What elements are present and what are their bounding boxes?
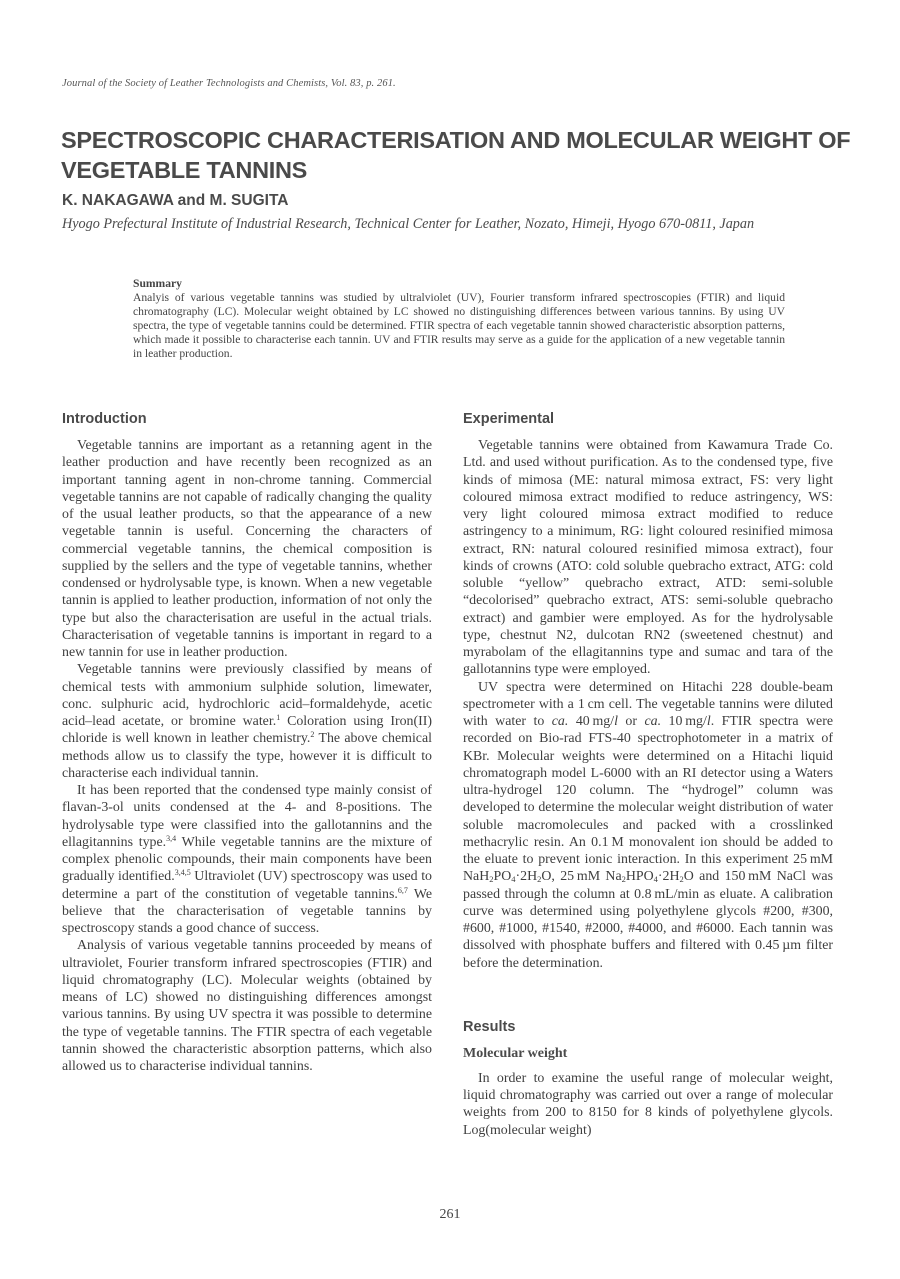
running-head: Journal of the Society of Leather Technologists and Chemists, Vol. 83, p. 261. xyxy=(62,78,396,89)
citation-ref: 3,4,5 xyxy=(174,868,191,878)
introduction-paragraph-4: Analysis of various vegetable tannins proceeded by means of ultraviolet, Fourier transform infrared spectroscopies (FTIR) and liquid chromatography (LC). Molecular weights (obtained by means of LC) showed no distinguishing differences amongst various tannins. By using UV spectra it was possible to determine the type of vegetable tannins. The FTIR spectra of each vegetable tannin showed the characteristic absorption patterns, which also allowed us to characterise individual tannins. xyxy=(62,938,432,1074)
left-column xyxy=(62,410,432,1075)
citation-ref: 1 xyxy=(276,713,281,722)
results-section xyxy=(463,1018,833,1139)
molecular-weight-subheading: Molecular weight xyxy=(463,1045,568,1061)
right-column xyxy=(463,410,833,1139)
page-number: 261 xyxy=(439,1207,461,1222)
introduction-paragraph-3: It has been reported that the condensed type mainly consist of flavan-3-ol units condensed at the 4- and 8-positions. The hydrolysable type were classified into the gallotannins and the ellagitannins type.$^{3,4}$ While vegetable tannins are the mixture of complex phenolic compounds, their main components have been gradually identified.$^{3,4,5}$ Ultraviolet (UV) spectroscopy was used to determine a part of the constitution of vegetable tannins.$^{6,7}$ We believe that the characterisation of vegetable tannins by spectroscopy stands a good chance of success. xyxy=(62,783,432,936)
experimental-paragraph-1: Vegetable tannins were obtained from Kawamura Trade Co. Ltd. and used without purification. As to the condensed type, five kinds of mimosa (ME: natural mimosa extract, FS: very light coloured mimosa extract modified to reduce astringency, WS: very light coloured mimosa extract modified to reduce astringency to a minimum, RG: light coloured resinified mimosa extract, RN: natural coloured resinified mimosa extract), four kinds of crowns (ATO: cold soluble quebracho extract, ATG: cold soluble “yellow” quebracho extract, ATD: semi-soluble “decolorised” quebracho extract, ATS: semi-soluble quebracho extract) and gambier were employed. As for the hydrolysable type, chestnut N2, dulcotan RN2 (sweetened chestnut) and myrabolam of the ellagitannins type and sumac and tara of the gallotannins type were employed. xyxy=(463,438,833,678)
citation-ref: 6,7 xyxy=(397,885,408,895)
article-title: SPECTROSCOPIC CHARACTERISATION AND MOLECULAR WEIGHT OF VEGETABLE TANNINS xyxy=(61,127,851,183)
introduction-paragraph-1: Vegetable tannins are important as a retanning agent in the leather production and have recently been recognized as an important tanning agent in non-chrome tanning. Commercial vegetable tannins are not capable of radically changing the quality of the usual leather products, so that the appearance of a new vegetable tannin is useful. Concerning the characters of commercial vegetable tannins, the chemical composition is supplied by the sellers and the type of vegetable tannins, whether condensed or hydrolysable type, is known. When a new vegetable tannin is applied to leather production, information of not only the type but also the characterisation are useful in the actual trials. Characterisation of vegetable tannins is important in regard to a new tannin for use in leather production. xyxy=(62,438,432,660)
experimental-heading: Experimental xyxy=(463,411,555,427)
affiliation: Hyogo Prefectural Institute of Industrial Research, Technical Center for Leather, Nozato, Himeji, Hyogo 670-0811, Japan xyxy=(62,216,755,232)
results-heading: Results xyxy=(463,1018,516,1035)
summary-heading: Summary xyxy=(133,277,182,290)
citation-ref: 2 xyxy=(310,730,315,740)
summary-block xyxy=(133,277,785,360)
citation-ref: 3,4 xyxy=(166,833,177,843)
introduction-heading: Introduction xyxy=(62,411,147,427)
results-paragraph-1: In order to examine the useful range of molecular weight, liquid chromatography was carried out over a range of molecular weights from 200 to 8150 for 8 kinds of polyethylene glycols. Log(molecular weight) xyxy=(463,1070,833,1138)
summary-text: Analyis of various vegetable tannins was studied by ultralviolet (UV), Fourier transform infrared spectroscopies (FTIR) and liquid chromatography (LC). Molecular weight obtained by LC showed no distinguishing differences between various tannins. By using UV spectra, the type of vegetable tannins could be determined. FTIR spectra of each vegetable tannin showed characteristic absorption patterns, which made it possible to characterise each tannin. UV and FTIR results may serve as a guide for the application of a new vegetable tannin in leather production. xyxy=(133,290,785,360)
experimental-paragraph-2: UV spectra were determined on Hitachi 228 double-beam spectrometer with a 1 cm cell. The vegetable tannins were diluted with water to ca. 40 mg/l or ca. 10 mg/l. FTIR spectra were recorded on Bio-rad FTS-40 spectrophotometer in a matrix of KBr. Molecular weights were determined on a Hitachi liquid chromatograph model L-6000 with an RI detector using a Waters ultra-hydrogel 120 column. The “hydrogel” column was developed to determine the molecular weight distribution of water soluble macromolecules and packed with a crosslinked methacrylic resin. An 0.1 M monovalent ion should be added to the eluate to prevent ionic interaction. In this experiment 25 mM $NaH_2PO_4\cdot 2H_2O$, 25 mM $Na_2HPO_4\cdot 2H_2O$ and 150 mM NaCl was passed through the column at 0.8 mL/min as eluate. A calibration curve was determined using polyethylene glycols #200, #300, #600, #1000, #1540, #2000, #4000, and #6000. Each tannin was dissolved with phosphate buffers and filtered with 0.45 µm filter before the determination. xyxy=(463,679,833,971)
authors: K. NAKAGAWA and M. SUGITA xyxy=(62,192,289,209)
introduction-paragraph-2: Vegetable tannins were previously classified by means of chemical tests with ammonium sulphide solution, limewater, conc. sulphuric acid, hydrochloric acid–formaldehyde, acetic acid–lead acetate, or bromine water.$^1$ Coloration using Iron(II) chloride is well known in leather chemistry.$^2$ The above chemical methods allow us to classify the type, however it is difficult to characterise each individual tannin. xyxy=(62,662,433,781)
